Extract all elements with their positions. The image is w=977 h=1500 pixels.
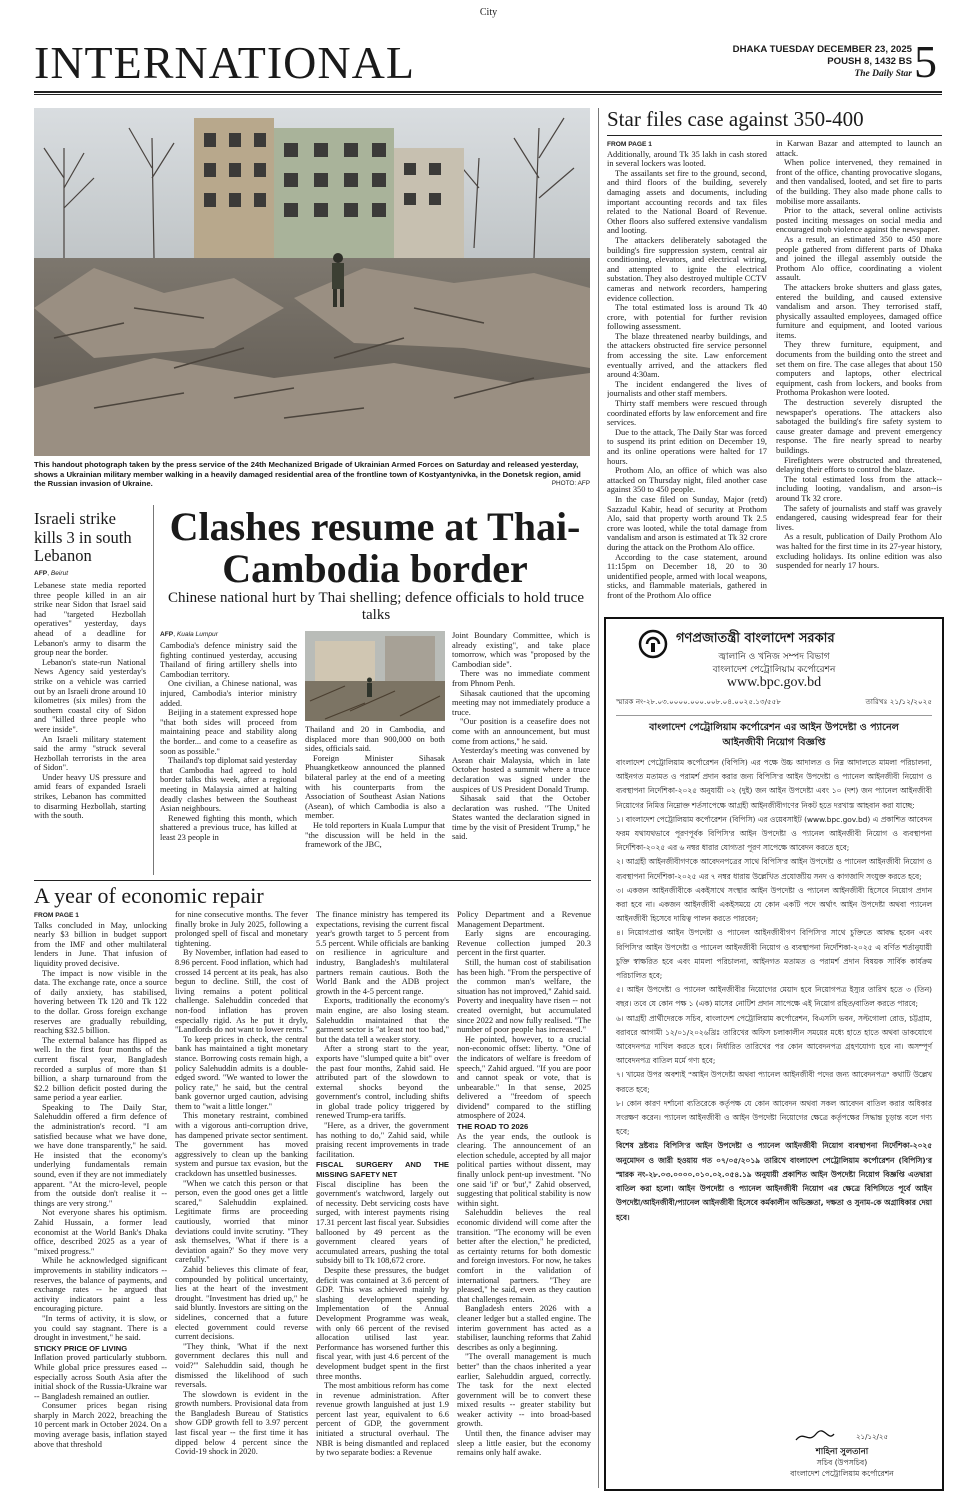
- clashes-col1: [160, 641, 297, 877]
- notice-memo: স্মারক নং-২৮.০৩.০০০০.০০০.০০৮.০৪.০০২৫.১৩/৫৫৮: [616, 697, 782, 706]
- israel-place: Beirut: [50, 570, 69, 577]
- econ-para: "They think, 'What if the next government declares this null and void?'" Salehuddin said, though he dismissed the likelihood of such reversals.: [175, 1341, 308, 1390]
- notice-item: ৩। একজন আইনজীবীকে একইসাথে সংস্থার আইন উপদেষ্টা ও প্যানেল আইনজীবী হিসেবে নিয়োগ প্রদান করা হবে না। একজন আইনজীবী একইসময়ে যে কোন একটি পদে অর্থাৎ আইন উপদেষ্টা অথবা প্যানেল আইনজীবী হিসেবে দায়িত্ব পালন করতে পারবেন;: [616, 885, 932, 924]
- econ-para: Speaking to The Daily Star, Salehuddin offered a firm defence of the administration's record. "I am satisfied because what we have done, we have done transparently," he said. He insisted that the economy's underlying fundamentals remain sound, even if they are not immediately apparent. "At the micro-level, people from the outside don't realise it -- things are very strong.": [34, 1102, 167, 1208]
- econ-para: for nine consecutive months. The fever finally broke in July 2025, following a prolonged spell of fiscal and monetary tightening.: [175, 910, 308, 948]
- israel-para: Lebanese state media reported three people killed in an air strike near Sidon that Israel said had "targeted Hezbollah operatives" yesterday, days ahead of a deadline for Lebanon's army to disarm the group near the border.: [34, 581, 146, 658]
- date-text: DHAKA TUESDAY DECEMBER 23, 2025: [732, 44, 912, 55]
- notice-memo-row: [616, 697, 932, 709]
- notice-item: ৮। কোন কারণ দর্শানো ব্যতিরেকে কর্তৃপক্ষ যে কোন আবেদন অথবা সকল আবেদন বাতিল করার অধিকার সংরক্ষণ করেন। প্যানেল আইনজীবী ও আইন উপদেষ্টা নিয়োগের ক্ষেত্রে কর্তৃপক্ষের সিদ্ধান্ত চূড়ান্ত বলে গণ্য হবে;: [616, 1098, 932, 1137]
- signer-org: বাংলাদেশ পেট্রোলিয়াম কর্পোরেশন: [790, 1469, 894, 1478]
- econ-para: Talks concluded in May, unlocking nearly $3 billion in budget support from the IMF and other multilateral lenders in June. That infusion of liquidity proved decisive.: [34, 920, 167, 968]
- signer-title: সচিব (উপসচিব): [816, 1458, 868, 1467]
- clashes-para: Sihasak said that the October declaration was rushed. "The United States wanted the declaration signed in time by the visit of President Trump," he said.: [452, 794, 590, 842]
- star-col2: [776, 139, 942, 608]
- econ-para: The most ambitious reform has come in revenue administration. After revenue growth languished at just 1.9 percent last year, equivalent to 6.6 percent of GDP, the government initiated a structural overhaul. The NBR is being dismantled and replaced by two separate bodies: a Revenue: [316, 1381, 449, 1458]
- star-para: When police intervened, they remained in front of the office, chanting provocative slogans, and then vandalised, looted, and set fire to parts of the building. They also made phone calls to mobilise more assailants.: [776, 158, 942, 206]
- signature-scribble: [794, 1428, 854, 1446]
- star-para: Thirty staff members were rescued through coordinated efforts by law enforcement and fire services.: [607, 399, 767, 428]
- notice-website: www.bpc.gov.bd: [726, 675, 822, 690]
- star-rule: [607, 135, 942, 136]
- econ-para: "When we catch this person or that person, even the good ones get a little scared," Salehuddin explained. Legitimate firms are proceeding cautiously, worried that minor deviations could invite scrutiny. "They ask themselves, 'What if there is a deviation again?' So they move very carefully.": [175, 1178, 308, 1265]
- clashes-byline: AFP, Kuala Lumpur: [160, 631, 218, 638]
- econ-para: While he acknowledged significant improvements in stability indicators -- reserves, the balance of payments, and exchange rates -- he argued that activity indicators paint a less encouraging picture.: [34, 1256, 167, 1314]
- shelling-damage-photo: [305, 631, 445, 721]
- econ-top-rule: [34, 880, 591, 881]
- econ-headline: A year of economic repair: [34, 883, 264, 908]
- dateline: [712, 44, 912, 80]
- clashes-para: He told reporters in Kuala Lumpur that "the discussion will be held in the framework of the JBC,: [305, 820, 445, 850]
- star-para: The total estimated loss is around Tk 40 crore, with potential for further revision following assessment.: [607, 303, 767, 332]
- econ-col4: [457, 910, 591, 1488]
- econ-col3: [316, 910, 449, 1488]
- star-para: The safety of journalists and staff was gravely endangered, causing widespread fear for their lives.: [776, 503, 942, 532]
- econ-para: He pointed, however, to a crucial non-economic offset: liberty. "One of the indicators of welfare is freedom of speech," Zahid argued. "If you are poor and cannot speak or vote, that is unbearable." In that sense, 2025 delivered a "freedom of speech dividend" compared to the stifling atmosphere of 2024.: [457, 1034, 591, 1121]
- column-divider: [153, 505, 154, 875]
- econ-para: Not everyone shares his optimism. Zahid Hussain, a former lead economist at the World Bank's Dhaka office, described 2025 as a year of "mixed progress.": [34, 1208, 167, 1256]
- star-para: The destruction severely disrupted the newspaper's operations. The attackers also sabotaged the building's fire safety system to cause greater damage and prevent emergency response. The fire nearly spread to nearby buildings.: [776, 398, 942, 455]
- notice-title: [616, 715, 932, 750]
- econ-para: The slowdown is evident in the growth numbers. Provisional data from the Bangladesh Bureau of Statistics show GDP growth fell to 3.97 percent last fiscal year -- the first time it has dipped below 4 percent since the Covid-19 shock in 2020.: [175, 1389, 308, 1457]
- star-para: As a result, an estimated 350 to 450 more people gathered from different parts of Dhaka and joined the illegal assembly outside the Prothom Alo office, coordinating a violent assault.: [776, 234, 942, 283]
- clashes-subhead: Chinese national hurt by Thai shelling; defence officials to hold truce talks: [167, 590, 584, 623]
- page-number: 5: [914, 36, 937, 87]
- clashes-para: Joint Boundary Committee, which is already existing", and take place tomorrow, which was "proposed by the Cambodian side".: [452, 631, 590, 669]
- clashes-para: Yesterday's meeting was convened by Asean chair Malaysia, which in late October hosted a summit where a truce declaration was signed under the auspices of US President Donald Trump.: [452, 746, 590, 794]
- notice-item: ৬। আগ্রহী প্রার্থীদেরকে সচিব, বাংলাদেশ পেট্রোলিয়াম কর্পোরেশন, বিএসসি ভবন, সল্টগোলা রোড, চট্টগ্রাম, বরাবরে আগামী ১২/০১/২০২৬খ্রিঃ তারিখের অফিস চলাকালীন সময়ের মধ্যে হাতে হাতে অথবা ডাকযোগে আবেদনপত্র দাখিল করতে হবে। নির্ধারিত তারিখের পর কোন আবেদনপত্র গ্রহণযোগ্য হবে না। অসম্পূর্ণ আবেদনপত্র বাতিল মর্মে গণ্য হবে;: [616, 1013, 932, 1066]
- econ-para: Consumer prices began rising sharply in March 2022, breaching the 10 percent mark in October 2024. On a moving average basis, inflation stayed above that threshold: [34, 1401, 167, 1449]
- star-para: The attackers deliberately sabotaged the building's fire suppression system, central air conditioning, elevators, and electrical wiring, and attempted to ignite the electrical substation. They also destroyed multiple CCTV cameras and network recorders, hampering evidence collection.: [607, 235, 767, 303]
- clashes-para: There was no immediate comment from Phnom Penh.: [452, 669, 590, 688]
- econ-para: Exports, traditionally the economy's main engine, are also losing steam. Salehuddin maintained that the garment sector is "at least not too bad," but the data tell a weaker story.: [316, 996, 449, 1044]
- clashes-para: Sihasak cautioned that the upcoming meeting may not immediately produce a truce.: [452, 688, 590, 717]
- photo-caption: [34, 460, 590, 489]
- clashes-para: One civilian, a Chinese national, was injured, Cambodia's interior ministry added.: [160, 679, 297, 708]
- econ-para: Zahid believes this climate of fear, compounded by political uncertainty, lies at the heart of the investment drought. "Investment has dried up," he said bluntly. Investors are sitting on the sidelines, concerned that a future elected government could reverse current decisions.: [175, 1264, 308, 1342]
- notice-title-line2: আইনজীবী নিয়োগ বিজ্ঞপ্তি: [722, 737, 826, 748]
- star-para: The total estimated loss from the attack--including looting, vandalism, and arson--is around Tk 32 crore.: [776, 474, 942, 503]
- star-para: The blaze threatened nearby buildings, and the attackers obstructed fire service personnel from accessing the site. Law enforcement eventually arrived, and the attackers fled around 4:30am.: [607, 331, 767, 380]
- notice-org: বাংলাদেশ পেট্রোলিয়াম কর্পোরেশন: [712, 665, 836, 675]
- econ-para: Still, the human cost of stabilisation has been high. "From the perspective of the common man's welfare, the situation has not improved," Zahid said. Poverty and inequality have risen -- not created overnight, but accumulated since 2022 and now fully realised. "The number of poor people has increased.": [457, 957, 591, 1035]
- bs-date-text: POUSH 8, 1432 BS: [827, 56, 912, 67]
- clashes-place: Kuala Lumpur: [176, 631, 218, 638]
- notice-body: [616, 756, 932, 1225]
- star-col1: [607, 139, 767, 608]
- star-para: In the case filed on Sunday, Major (retd) Sazzadul Kabir, head of security at Prothom Alo, said that property worth around Tk 2.5 crore was looted, while the total damage from vandalism and arson is estimated at Tk 32 crore during the attack on the Prothom Alo office.: [607, 494, 767, 552]
- econ-para: This monetary restraint, combined with a vigorous anti-corruption drive, has dampened private sector sentiment. The government has moved aggressively to clean up the banking system and pursue tax evasion, but the crackdown has unsettled businesses.: [175, 1111, 308, 1179]
- israel-para: An Israeli military statement said the army "struck several Hezbollah terrorists in the area of Sidon".: [34, 734, 146, 773]
- israel-agency: AFP: [34, 570, 48, 577]
- notice-special: বিশেষ দ্রষ্টব্যঃ বিপিসি'র আইন উপদেষ্টা ও প্যানেল আইনজীবী নিয়োগ ব্যবস্থাপনা নির্দেশিকা-২০২৫ অনুমোদন ও জারী হওয়ায় গত ০৭/০৫/২০১৯ তারিখে বাংলাদেশ পেট্রোলিয়াম কর্পোরেশন (বিপিসি)'র স্মারক নং-২৮.০৩.০০০০.০১০.০২.০৫৪.১৯ অনুযায়ী প্রকাশিত আইন উপদেষ্টা নিয়োগ বিজ্ঞপ্তি এতদ্বারা বাতিল করা হলো। আইন উপদেষ্টা ও প্যানেল আইনজীবী নিয়োগ এর ক্ষেত্রে বিপিসিতে পূর্বে আইন উপদেষ্টা/আইনজীবী/প্যানেল আইনজীবী হিসেবে কর্মকালীন অভিজ্ঞতা, দক্ষতা ও সুনাম-কে অগ্রাধিকার দেয়া হবে।: [616, 1141, 932, 1222]
- ruined-town-photo: [34, 108, 590, 456]
- star-para: As a result, publication of Daily Prothom Alo was halted for the first time in its 27-year history, excluding holidays. Its online edition was also suspended for nearly 17 hours.: [776, 532, 942, 571]
- econ-para: "The overall management is much better" than the chaos inherited a year earlier, Salehuddin argued, correctly. The task for the next elected government will be to convert these mixed results -- greater stability but weaker activity -- into broad-based growth.: [457, 1352, 591, 1429]
- signer-name: শাহিনা সুলতানা: [815, 1446, 869, 1456]
- star-para: According to the case statement, around 11:15pm on December 18, 20 to 30 unidentified people, armed with local weapons, sticks, and flammable materials, gathered in front of the Prothom Alo office: [607, 552, 767, 600]
- econ-para: The finance ministry has tempered its expectations, revising the current fiscal year's growth target to 5 percent from 5.5 percent. While officials are banking on resilience in agriculture and industry, Bangladesh's multilateral partners remain cautious. Both the World Bank and the ADB project growth in the 4-5 percent range.: [316, 910, 449, 996]
- econ-subhead: THE ROAD TO 2026: [457, 1122, 529, 1132]
- main-photo: [34, 108, 590, 456]
- notice-item: ২। আগ্রহী আইনজীবীগণকে আবেদনপত্রের সাথে বিপিসি'র আইন উপদেষ্টা ও প্যানেল আইনজীবী নিয়োগ ও ব্যবস্থাপনা নির্দেশিকা-২০২৫ এর ৭ নম্বর ধারায় উল্লেখিত প্রযোজ্যীয় সনদ ও কাগজাদি সংযুক্ত করতে হবে;: [616, 857, 932, 881]
- notice-item: ৭। খামের উপর অবশ্যই "আইন উপদেষ্টা অথবা প্যানেল আইনজীবী পদের জন্য আবেদনপত্র" কথাটি উল্লেখ করতে হবে;: [616, 1070, 932, 1094]
- clashes-para: Renewed fighting this month, which shattered a previous truce, has killed at least 23 people in: [160, 813, 297, 842]
- clashes-photo: [305, 631, 445, 721]
- econ-para: Bangladesh enters 2026 with a cleaner ledger but a stalled engine. The interim government has acted as a stabiliser, launching reforms that Zahid describes as only a beginning.: [457, 1304, 591, 1352]
- masthead-rule: [34, 91, 942, 93]
- star-para: The attackers broke shutters and glass gates, entered the building, and caused extensive vandalism and arson. They terrorised staff, physically assaulted employees, damaged office furniture and equipment, and looted various items.: [776, 282, 942, 340]
- notice-item: ১। বাংলাদেশ পেট্রোলিয়াম কর্পোরেশন (বিপিসি) এর ওয়েবসাইট (www.bpc.gov.bd) এ প্রকাশিত আবেদন ফরম যথাযথভাবে পূরণপূর্বক বিপিসি'র আইন উপদেষ্টা ও প্যানেল আইনজীবী নিয়োগ ও ব্যবস্থাপনা নির্দেশিকা-২০২৫ এর ৬ নম্বর ধারার যোগ্যতা পূরণ সাপেক্ষে আবেদন করতে হবে;: [616, 814, 932, 853]
- econ-para: As the year ends, the outlook is clearing. The announcement of an election schedule, accepted by all major political parties without dissent, may finally unlock pent-up investment. "No one said 'if' or 'but'," Zahid observed, suggesting that political stability is now within sight.: [457, 1131, 591, 1208]
- econ-para: Fiscal discipline has been the government's watchword, largely out of necessity. Debt servicing costs have surged, with interest payments rising 17.31 percent last fiscal year. Subsidies ballooned by 49 percent as the government cleared years of accumulated arrears, pushing the total subsidy bill to Tk 108,672 crore.: [316, 1179, 449, 1266]
- israel-body: [34, 581, 146, 877]
- clashes-headline: Clashes resume at Thai-Cambodia border: [169, 504, 581, 591]
- star-para: in Karwan Bazar and attempted to launch an attack.: [776, 139, 942, 158]
- clashes-agency: AFP: [160, 631, 174, 638]
- israel-para: Lebanon's state-run National News Agency said yesterday's strike on a vehicle was carried out by an Israeli drone around 10 kilometres (six miles) from the southern coastal city of Sidon and "killed three people who were inside".: [34, 657, 146, 734]
- econ-subhead: STICKY PRICE OF LIVING: [34, 1343, 128, 1353]
- econ-para: Despite these pressures, the budget deficit was contained at 3.6 percent of GDP. This was achieved mainly by slashing development spending. Implementation of the Annual Development Programme was weak, with only 66 percent of the revised allocation utilised last year. Performance has worsened further this fiscal year, with just 4.6 percent of the development budget spent in the first three months.: [316, 1265, 449, 1381]
- clashes-para: Beijing in a statement expressed hope "that both sides will proceed from maintaining peace and stability along the border... and come to a ceasefire as soon as possible.": [160, 708, 297, 756]
- israel-para: Under heavy US pressure and amid fears of expanded Israeli strikes, Lebanon has committed to disarming Hezbollah, starting with the south.: [34, 772, 146, 821]
- star-para: Additionally, around Tk 35 lakh in cash stored in several lockers was looted.: [607, 149, 767, 169]
- econ-para: Inflation proved particularly stubborn. While global price pressures eased -- especially across South Asia after the initial shock of the Russia-Ukraine war -- Bangladesh remained an outlier.: [34, 1353, 167, 1401]
- econ-para: Policy Department and a Revenue Management Department.: [457, 910, 591, 929]
- econ-from: FROM PAGE 1: [34, 912, 79, 919]
- clashes-para: Cambodia's defence ministry said the fighting continued yesterday, accusing Thailand of firing artillery shells into Cambodian territory.: [160, 641, 297, 679]
- star-para: The assailants set fire to the ground, second, and third floors of the building, severely damaging assets and documents, including important accounting records and tax files related to the National Board of Revenue. Other floors also suffered extensive vandalism and looting.: [607, 168, 767, 236]
- masthead-rule-thin: [34, 94, 942, 95]
- israel-byline: AFP, Beirut: [34, 570, 69, 577]
- notice-item: ৪। নিয়োগপ্রাপ্ত আইন উপদেষ্টা ও প্যানেল আইনজীবীগণ বিপিসি'র সাথে চুক্তিতে আবদ্ধ হবেন এবং বিপিসি'র আইন উপদেষ্টা ও প্যানেল আইনজীবী নিয়োগ ও ব্যবস্থাপনা নির্দেশিকা-২০২৫ এ বর্ণিত শর্তানুযায়ী চুক্তি স্বাক্ষরিত হবে এবং মামলা পরিচালনা, আইনগত মতামত ও পরামর্শ প্রদান বিষয়ক সার্বিক কার্যক্রম পরিচালিত হবে;: [616, 928, 932, 981]
- star-headline: Star files case against 350-400: [607, 107, 864, 131]
- clashes-col3: [452, 631, 590, 877]
- notice-signature: [772, 1428, 912, 1479]
- notice-ministry: জ্বালানি ও খনিজ সম্পদ বিভাগ: [718, 652, 830, 662]
- clashes-para: "Our position is a ceasefire does not come with an announcement, but must come from actions," he said.: [452, 717, 590, 746]
- econ-para: Early signs are encouraging. Revenue collection jumped 20.3 percent in the first quarter.: [457, 929, 591, 958]
- notice-header: [616, 625, 932, 691]
- notice-govt: গণপ্রজাতন্ত্রী বাংলাদেশ সরকার: [676, 631, 835, 646]
- photo-credit: PHOTO: AFP: [551, 480, 590, 488]
- signature-mark: [772, 1428, 912, 1446]
- bpc-notice: [604, 617, 944, 1491]
- clashes-para: Foreign Minister Sihasak Phuangketkeow announced the planned bilateral parley at the end of a meeting with his counterparts from the Association of Southeast Asian Nations (Asean), of which Cambodia is also a member.: [305, 753, 445, 821]
- notice-intro: বাংলাদেশ পেট্রোলিয়াম কর্পোরেশন (বিপিসি) এর পক্ষে উচ্চ আদালত ও নিম্ন আদালতে মামলা পরিচালনা, আইনগত মতামত ও পরামর্শ প্রদান করার জন্য বিপিসি'র আইন উপদেষ্টা ও প্যানেল আইনজীবী নিয়োগ ও ব্যবস্থাপনা নির্দেশিকা-২০২৫ অনুযায়ী ০২ (দুই) জন আইন উপদেষ্টা এবং ১০ (দশ) জন প্যানেল আইনজীবী নিয়োগের নিমিত্ত নিম্নোক্ত শর্তসাপেক্ষে আগ্রহী আইনজীবীগণের নিকট হতে দরখাস্ত আহবান করা যাচ্ছে:: [616, 758, 932, 810]
- econ-para: By November, inflation had eased to 8.96 percent. Food inflation, which had crossed 14 percent at its peak, has also begun to decline. Still, the cost of living remains a potent political challenge. Salehuddin conceded that non-food inflation has proven especially rigid. As he put it dryly, "Landlords do not want to lower rents.": [175, 948, 308, 1035]
- caption-text: This handout photograph taken by the press service of the 24th Mechanized Brigade of Ukrainian Armed Forces on Saturday and released yesterday, shows a Ukrainian military member walking in a heavily damaged residential area of the frontline town of Kostyantynivka, in the Donetsk region, amid the Russian invasion of Ukraine.: [34, 460, 581, 489]
- star-para: Prior to the attack, several online activists posted inciting messages on social media and encouraged mob violence against the newspaper.: [776, 206, 942, 235]
- clashes-para: Thailand's top diplomat said yesterday that Cambodia had agreed to hold border talks this week, after a regional meeting in Malaysia aimed at halting deadly clashes between the Southeast Asian neighbours.: [160, 756, 297, 814]
- paper-logo: The Daily Star: [854, 69, 912, 79]
- star-para: They threw furniture, equipment, and documents from the building onto the street and set them on fire. The case alleges that about 150 computers and laptops, other electrical equipment, cash from lockers, and books from Prothoma Prokashon were looted.: [776, 340, 942, 398]
- clashes-para: Thailand and 20 in Cambodia, and displaced more than 900,000 on both sides, officials said.: [305, 725, 445, 754]
- econ-para: The impact is now visible in the data. The exchange rate, once a source of daily anxiety, has stabilised, hovering between Tk 120 and Tk 122 to the dollar. Gross foreign exchange reserves are gradually rebuilding, reaching $32.5 billion.: [34, 968, 167, 1036]
- notice-item: ৫। আইন উপদেষ্টা ও প্যানেল আইনজীবীর নিয়োগের মেয়াদ হবে নিয়োগপত্র ইস্যুর তারিখ হতে ৩ (তিন) বছর। তবে যে কোন পক্ষ ১ (এক) মাসের নোটিশ প্রদান সাপেক্ষে এই নিয়োগ রহিত/বাতিল করতে পারবে;: [616, 985, 932, 1009]
- column-divider: [598, 108, 599, 1488]
- econ-para: "In terms of activity, it is slow, or you could say stagnant. There is a drought in investment," he said.: [34, 1313, 167, 1343]
- notice-title-line1: বাংলাদেশ পেট্রোলিয়াম কর্পোরেশন এর আইন উপদেষ্টা ও প্যানেল: [649, 722, 899, 733]
- econ-para: "Here, as a driver, the government has nothing to do," Zahid said, while praising recent improvements in trade facilitation.: [316, 1121, 449, 1159]
- signature-date: ২১/১২/২৫: [856, 1433, 888, 1441]
- econ-para: After a strong start to the year, exports have "slumped quite a bit" over the past four months, Zahid said. He attributed part of the slowdown to external shocks beyond the government's control, including shifts in global trade policy triggered by renewed Trump-era tariffs.: [316, 1044, 449, 1121]
- notice-date: তারিখঃ ২১/১২/২০২৫: [865, 697, 932, 706]
- star-para: Due to the attack, The Daily Star was forced to suspend its print edition on December 19, and its online operations were halted for 17 hours.: [607, 427, 767, 466]
- econ-para: Until then, the finance adviser may sleep a little easier, but the economy remains only half awake.: [457, 1429, 591, 1458]
- star-para: Prothom Alo, an office of which was also attacked on Thursday night, filed another case against 350 to 450 people.: [607, 466, 767, 495]
- econ-para: The external balance has flipped as well. In the first four months of the current fiscal year, Bangladesh recorded a surplus of more than $1 billion, a sharp turnaround from the $2.2 billion deficit posted during the same period a year earlier.: [34, 1035, 167, 1103]
- econ-col1: [34, 910, 167, 1488]
- econ-subhead: FISCAL SURGERY AND THE MISSING SAFETY NET: [316, 1160, 449, 1180]
- section-top-label: City: [479, 7, 498, 18]
- section-title: INTERNATIONAL: [34, 37, 415, 88]
- econ-para: Salehuddin believes the real economic dividend will come after the transition. "The economy will be even better after the election," he predicted, as certainty returns for both domestic and foreign investors. For now, he takes comfort in the validation of international partners. "They are pleased," he said, even as they caution that challenges remain.: [457, 1208, 591, 1304]
- israel-headline: Israeli strike kills 3 in south Lebanon: [34, 509, 132, 565]
- star-para: Firefighters were obstructed and threatened, delaying their efforts to control the blaze.: [776, 455, 942, 475]
- econ-col2: [175, 910, 308, 1488]
- econ-para: To keep prices in check, the central bank has maintained a tight monetary stance. Borrowing costs remain high, a policy Salehuddin admits is a double-edged sword. "We wanted to lower the policy rate," he said, but the central bank governor urged caution, advising them to "wait a little longer.": [175, 1034, 308, 1111]
- star-para: The incident endangered the lives of journalists and other staff members.: [607, 379, 767, 399]
- star-from: FROM PAGE 1: [607, 141, 652, 148]
- clashes-col2: [305, 725, 445, 877]
